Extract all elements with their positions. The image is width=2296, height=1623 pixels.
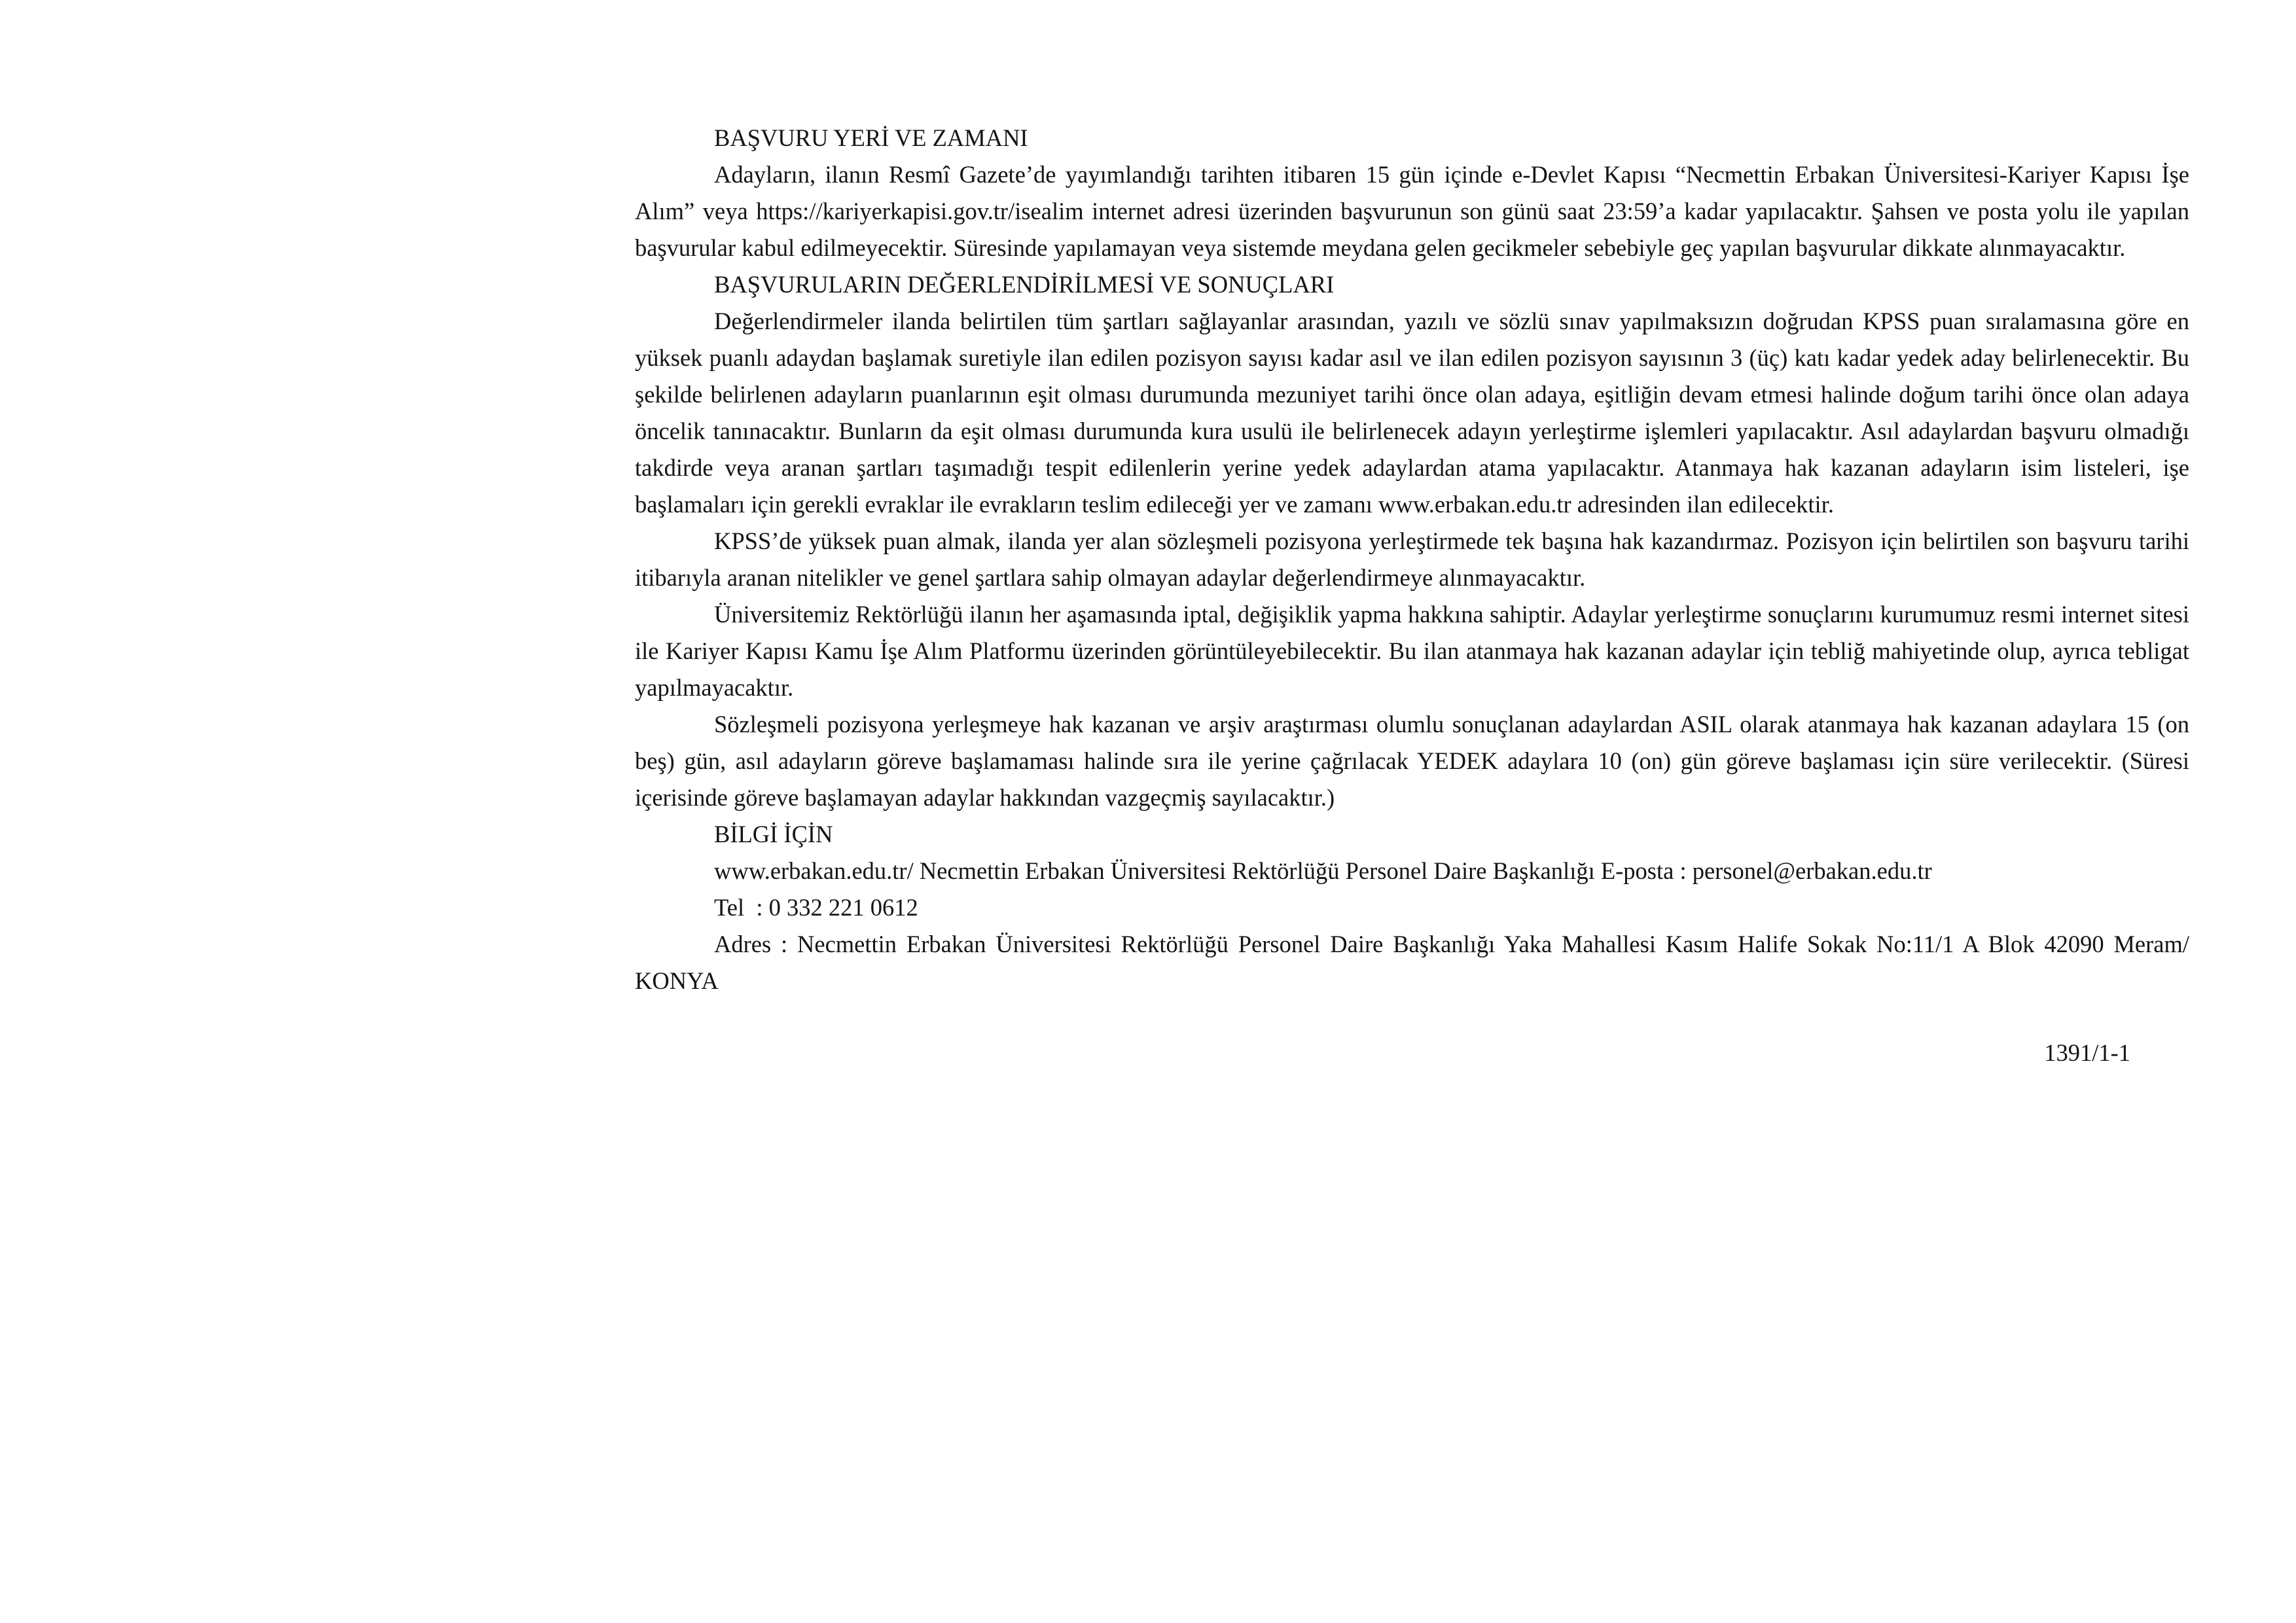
application-paragraph: Adayların, ilanın Resmî Gazete’de yayımlandığı tarihten itibaren 15 gün içinde e-Devlet Kapısı “Necmettin Erbakan Üniversitesi-Kariyer Kapısı İşe Alım” veya https://kariyerkapisi.gov.tr/isealim internet adresi üzerinden başvurunun son günü saat 23:59’a kadar yapılacaktır. Şahsen ve posta yolu ile yapılan başvurular kabul edilmeyecektir. Süresinde yapılamayan veya sistemde meydana gelen gecikmeler sebebiyle geç yapılan başvurular dikkate alınmayacaktır. — [635, 161, 2189, 261]
evaluation-paragraph-2: KPSS’de yüksek puan almak, ilanda yer alan sözleşmeli pozisyona yerleştirmede tek başına hak kazandırmaz. Pozisyon için belirtilen son başvuru tarihi itibarıyla aranan nitelikler ve genel şartlara sahip olmayan adaylar değerlendirmeye alınmayacaktır. — [635, 527, 2189, 591]
evaluation-heading: BAŞVURULARIN DEĞERLENDİRİLMESİ VE SONUÇLARI — [714, 271, 1335, 298]
info-address-line: Adres : Necmettin Erbakan Üniversitesi Rektörlüğü Personel Daire Başkanlığı Yaka Mahallesi Kasım Halife Sokak No:11/1 A Blok 42090 Meram/ KONYA — [635, 931, 2189, 994]
info-phone-line: Tel : 0 332 221 0612 — [714, 894, 918, 921]
info-heading: BİLGİ İÇİN — [714, 821, 833, 847]
evaluation-paragraph-1: Değerlendirmeler ilanda belirtilen tüm şartları sağlayanlar arasından, yazılı ve sözlü sınav yapılmaksızın doğrudan KPSS puan sıralamasına göre en yüksek puanlı adaydan başlamak suretiyle ilan edilen pozisyon sayısı kadar asıl ve ilan edilen pozisyon sayısının 3 (üç) katı kadar yedek aday belirlenecektir. Bu şekilde belirlenen adayların puanlarının eşit olması durumunda mezuniyet tarihi önce olan adaya, eşitliğin devam etmesi halinde doğum tarihi önce olan adaya öncelik tanınacaktır. Bunların da eşit olması durumunda kura usulü ile belirlenecek adayın yerleştirme işlemleri yapılacaktır. Asıl adaylardan başvuru olmadığı takdirde veya aranan şartları taşımadığı tespit edilenlerin yerine yedek adaylardan atama yapılacaktır. Atanmaya hak kazanan adayların isim listeleri, işe başlamaları için gerekli evraklar ile evrakların teslim edileceği yer ve zamanı www.erbakan.edu.tr adresinden ilan edilecektir. — [635, 308, 2189, 518]
evaluation-paragraph-3: Üniversitemiz Rektörlüğü ilanın her aşamasında iptal, değişiklik yapma hakkına sahiptir. Adaylar yerleştirme sonuçlarını kurumumuz resmi internet sitesi ile Kariyer Kapısı Kamu İşe Alım Platformu üzerinden görüntüleyebilecektir. Bu ilan atanmaya hak kazanan adaylar için tebliğ mahiyetinde olup, ayrıca tebligat yapılmayacaktır. — [635, 601, 2189, 701]
reference-number: 1391/1-1 — [2044, 1039, 2130, 1066]
application-heading: BAŞVURU YERİ VE ZAMANI — [714, 124, 1028, 151]
evaluation-paragraph-4: Sözleşmeli pozisyona yerleşmeye hak kazanan ve arşiv araştırması olumlu sonuçlanan adaylardan ASIL olarak atanmaya hak kazanan adaylara 15 (on beş) gün, asıl adayların göreve başlamaması halinde sıra ile yerine çağrılacak YEDEK adaylara 10 (on) gün göreve başlaması için süre verilecektir. (Süresi içerisinde göreve başlamayan adaylar hakkından vazgeçmiş sayılacaktır.) — [635, 711, 2189, 811]
info-web-line: www.erbakan.edu.tr/ Necmettin Erbakan Üniversitesi Rektörlüğü Personel Daire Başkanlığı E-posta : personel@erbakan.edu.tr — [714, 857, 1932, 884]
announcement-body — [635, 120, 2189, 999]
